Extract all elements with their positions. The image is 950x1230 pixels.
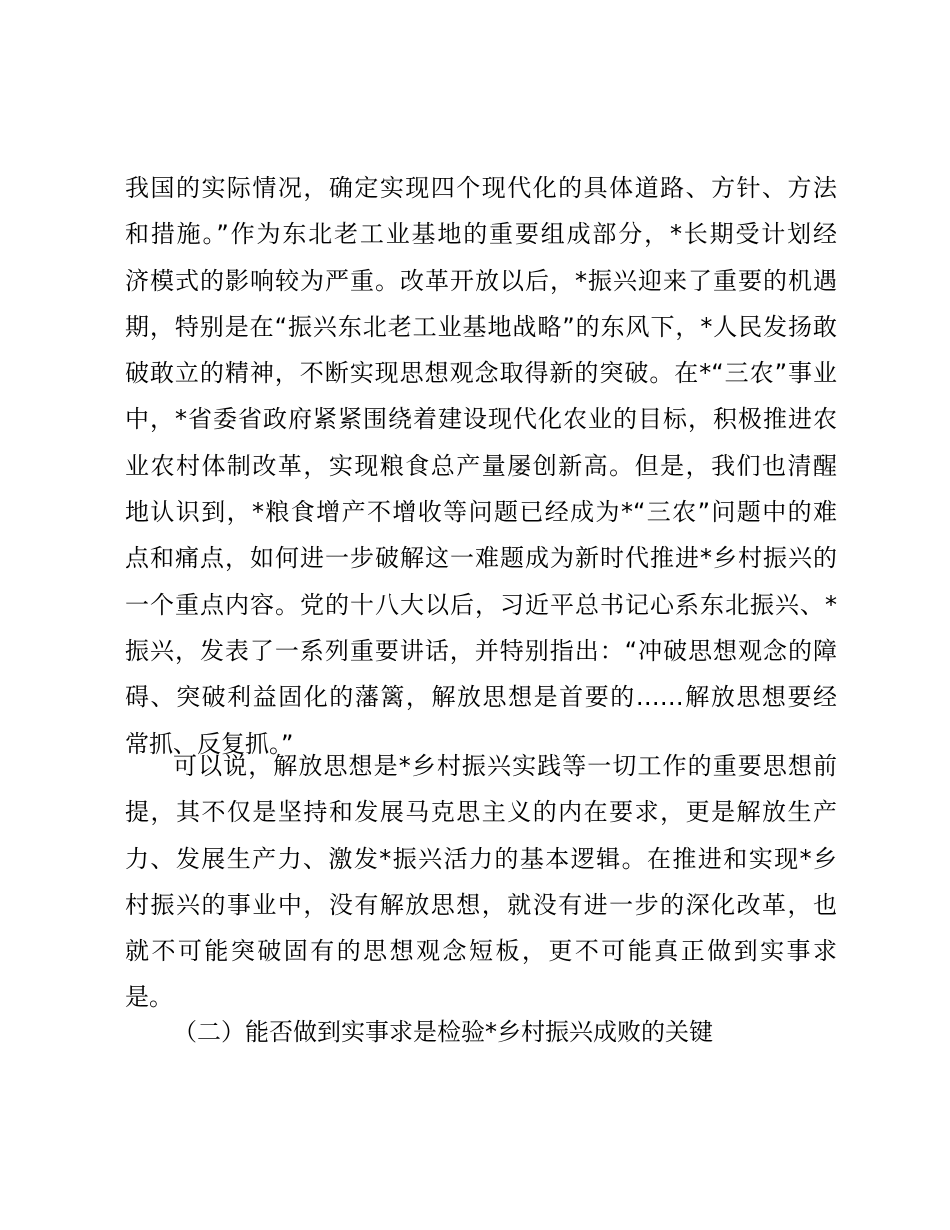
paragraph-line: 和措施。”作为东北老工业基地的重要组成部分，*长期受计划经 <box>125 220 837 249</box>
paragraph-line: 可以说，解放思想是*乡村振兴实践等一切工作的重要思想前 <box>173 752 837 780</box>
paragraph-line: 就不可能突破固有的思想观念短板，更不可能真正做到实事求 <box>125 937 837 966</box>
paragraph-line: 地认识到，*粮食增产不增收等问题已经成为*“三农”问题中的难 <box>125 498 837 527</box>
body-paragraph-1 <box>125 165 837 767</box>
body-paragraph-2 <box>125 743 837 1021</box>
paragraph-line: 济模式的影响较为严重。改革开放以后，*振兴迎来了重要的机遇 <box>125 266 837 295</box>
paragraph-line: 碍、突破利益固化的藩篱，解放思想是首要的……解放思想要经 <box>125 683 837 712</box>
paragraph-line: 一个重点内容。党的十八大以后，习近平总书记心系东北振兴、* <box>125 590 837 619</box>
paragraph-line: 振兴，发表了一系列重要讲话，并特别指出：“冲破思想观念的障 <box>125 636 837 665</box>
paragraph-line: 业农村体制改革，实现粮食总产量屡创新高。但是，我们也清醒 <box>125 451 837 480</box>
paragraph-line: 村振兴的事业中，没有解放思想，就没有进一步的深化改革，也 <box>125 890 837 919</box>
paragraph-line: 中，*省委省政府紧紧围绕着建设现代化农业的目标，积极推进农 <box>125 405 837 434</box>
paragraph-line: 破敢立的精神，不断实现思想观念取得新的突破。在*“三农”事业 <box>125 359 837 388</box>
paragraph-line: 常抓、反复抓。” <box>125 729 294 758</box>
paragraph-line: 点和痛点，如何进一步破解这一难题成为新时代推进*乡村振兴的 <box>125 544 837 573</box>
paragraph-line: 期，特别是在“振兴东北老工业基地战略”的东风下，*人民发扬敢 <box>125 312 837 341</box>
paragraph-line: 力、发展生产力、激发*振兴活力的基本逻辑。在推进和实现*乡 <box>125 844 837 873</box>
section-heading: （二）能否做到实事求是检验*乡村振兴成败的关键 <box>173 1018 713 1046</box>
paragraph-line: 我国的实际情况，确定实现四个现代化的具体道路、方针、方法 <box>125 174 837 202</box>
paragraph-line: 提，其不仅是坚持和发展马克思主义的内在要求，更是解放生产 <box>125 798 837 827</box>
paragraph-line: 是。 <box>125 983 173 1012</box>
